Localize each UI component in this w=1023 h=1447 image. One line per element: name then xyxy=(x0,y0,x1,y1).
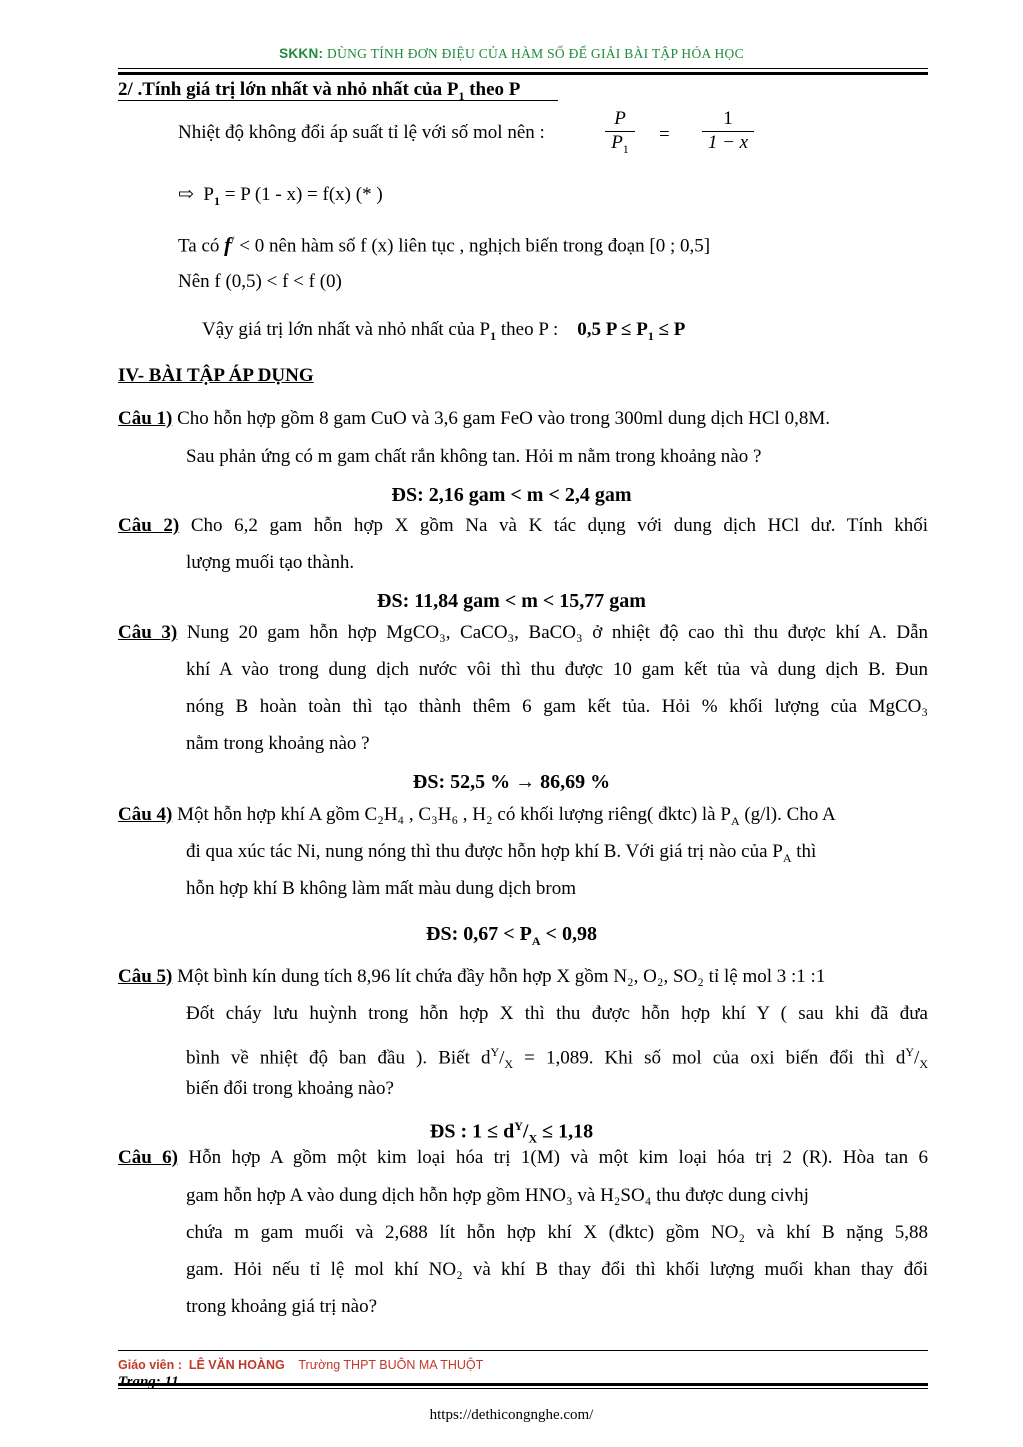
question-6-line-4: gam. Hỏi nếu tỉ lệ mol khí NO₂ và khí B thay đổi thì khối lượng muối khan thay đổi xyxy=(186,1259,928,1280)
question-5: Câu 5) Một bình kín dung tích 8,96 lít chứa đầy hỗn hợp X gồm N₂, O₂, SO₂ tỉ lệ mol 3 :1 :1 xyxy=(118,966,826,987)
fraction-p-over-p1: $\frac{P}{P_1}$ xyxy=(605,108,635,157)
source-url: https://dethicongnghe.com/ xyxy=(429,1407,594,1423)
equals-sign: = xyxy=(659,124,670,145)
footer-teacher: Giáo viên : LÊ VĂN HOÀNG Trường THPT BUÔN MA THUỘT xyxy=(118,1358,484,1372)
footer-rule-thick xyxy=(118,1383,928,1386)
question-2: Câu 2) Cho 6,2 gam hỗn hợp X gồm Na và K tác dụng với dung dịch HCl dư. Tính khối xyxy=(118,515,928,536)
header-title: DÙNG TÍNH ĐƠN ĐIỆU CỦA HÀM SỐ ĐỂ GIẢI BÀI TẬP HÓA HỌC xyxy=(327,46,744,61)
header-prefix: SKKN: xyxy=(279,46,324,61)
answer-3: ĐS: 52,5 % → 86,69 % xyxy=(412,771,611,793)
section-4-title: IV- BÀI TẬP ÁP DỤNG xyxy=(118,365,314,386)
footer-rule-thin xyxy=(118,1388,928,1389)
question-5-line-4: biến đổi trong khoảng nào? xyxy=(186,1078,394,1099)
question-5-line-3: bình về nhiệt độ ban đầu ). Biết $d^Y/_X = 1,089$. Khi số mol của oxi biến đổi thì $d^Y/_X$ xyxy=(186,1045,928,1072)
derivative-line: Ta có f/ < 0 nên hàm số f (x) liên tục , nghịch biến trong đoạn [0 ; 0,5] xyxy=(178,232,711,257)
question-4-line-2: đi qua xúc tác Ni, nung nóng thì thu được hỗn hợp khí B. Với giá trị nào của $P_A$ thì xyxy=(186,841,817,865)
conclusion-line: Vậy giá trị lớn nhất và nhỏ nhất của $P_1$ theo P : 0,5 $P \le P_1 \le P$ xyxy=(202,319,686,343)
header-rule-thick xyxy=(118,72,928,75)
section-2-heading: 2/ .Tính giá trị lớn nhất và nhỏ nhất của $P_1$ theo P xyxy=(118,79,521,103)
question-1: Câu 1) Cho hỗn hợp gồm 8 gam CuO và 3,6 gam FeO vào trong 300ml dung dịch HCl 0,8M. xyxy=(118,408,830,429)
question-5-line-2: Đốt cháy lưu huỳnh trong hỗn hợp X thì thu được hỗn hợp khí Y ( sau khi đã đưa xyxy=(186,1003,928,1024)
question-4: Câu 4) Một hỗn hợp khí A gồm C₂H₄ , C₃H₆ , H₂ có khối lượng riêng( đktc) là $P_A$ (g/l). Cho A xyxy=(118,804,836,828)
heading-underline xyxy=(118,100,558,101)
answer-4: ĐS: $0,67 < P_A < 0,98$ xyxy=(426,923,597,948)
answer-2: ĐS: 11,84 gam < m < 15,77 gam xyxy=(377,590,646,612)
footer-rule xyxy=(118,1350,928,1351)
fraction-one-over-one-minus-x: $\frac{1}{1 - x}$ xyxy=(702,108,754,154)
question-3: Câu 3) Nung 20 gam hỗn hợp MgCO₃, CaCO₃, BaCO₃ ở nhiệt độ cao thì thu được khí A. Dẫn xyxy=(118,622,929,643)
question-6: Câu 6) Hỗn hợp A gồm một kim loại hóa trị 1(M) và một kim loại hóa trị 2 (R). Hòa tan 6 xyxy=(118,1147,928,1168)
header-rule xyxy=(118,68,928,69)
answer-5: ĐS : $1 \le d^Y/_X \le 1,18$ xyxy=(429,1119,594,1146)
inequality-line: Nên f (0,5) < f < f (0) xyxy=(178,271,342,292)
page-header xyxy=(0,46,1023,62)
question-6-line-5: trong khoảng giá trị nào? xyxy=(186,1296,378,1317)
question-6-line-2: gam hỗn hợp A vào dung dịch hỗn hợp gồm HNO₃ và H₂SO₄ thu được dung civhj xyxy=(186,1185,809,1206)
question-3-line-2: khí A vào trong dung dịch nước vôi thì thu được 10 gam kết tủa và dung dịch B. Đun xyxy=(186,659,928,680)
proportion-line: Nhiệt độ không đổi áp suất tỉ lệ với số mol nên : xyxy=(178,122,545,143)
question-1-line-2: Sau phản ứng có m gam chất rắn không tan. Hỏi m nằm trong khoảng nào ? xyxy=(186,446,762,467)
page-number: Trang: 11 xyxy=(118,1374,179,1390)
question-4-line-3: hỗn hợp khí B không làm mất màu dung dịch brom xyxy=(186,878,577,899)
implies-arrow-icon: ⇨ xyxy=(178,184,194,205)
p1-equation: ⇨ $P_1 = P$ (1 - x) = f(x) (* ) xyxy=(178,184,383,208)
question-6-line-3: chứa m gam muối và 2,688 lít hỗn hợp khí X (đktc) gồm NO₂ và khí B nặng 5,88 xyxy=(186,1222,928,1243)
question-2-line-2: lượng muối tạo thành. xyxy=(186,552,355,573)
question-3-line-3: nóng B hoàn toàn thì tạo thành thêm 6 gam kết tủa. Hỏi % khối lượng của MgCO₃ xyxy=(186,696,928,717)
question-3-line-4: nằm trong khoảng nào ? xyxy=(186,733,370,754)
answer-1: ĐS: 2,16 gam < m < 2,4 gam xyxy=(391,484,632,506)
